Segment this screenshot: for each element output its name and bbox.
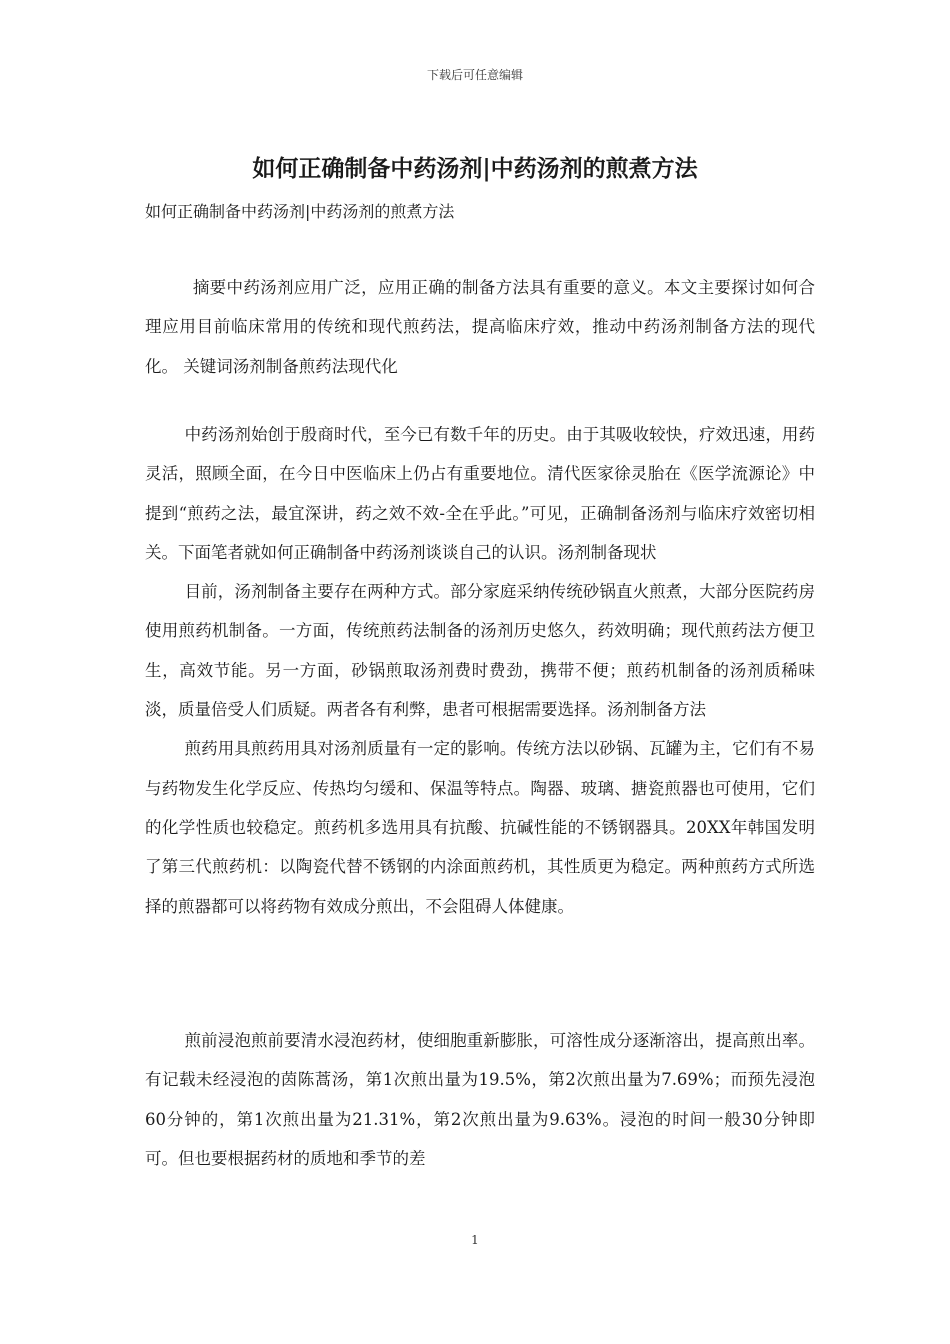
body-section — [145, 415, 815, 926]
document-title: 如何正确制备中药汤剂|中药汤剂的煎煮方法 — [252, 155, 698, 182]
body-paragraph-3: 煎药用具煎药用具对汤剂质量有一定的影响。传统方法以砂锅、瓦罐为主，它们有不易与药物发生化学反应、传热均匀缓和、保温等特点。陶器、玻璃、搪瓷煎器也可使用，它们的化学性质也较稳定。煎药机多选用具有抗酸、抗碱性能的不锈钢器具。20XX年韩国发明了第三代煎药机：以陶瓷代替不锈钢的内涂面煎药机，其性质更为稳定。两种煎药方式所选择的煎器都可以将药物有效成分煎出，不会阻碍人体健康。 — [145, 739, 815, 916]
body-section-continued — [145, 1021, 815, 1178]
abstract-section — [145, 268, 815, 386]
document-subtitle: 如何正确制备中药汤剂|中药汤剂的煎煮方法 — [145, 202, 455, 221]
body-paragraph-1: 中药汤剂始创于殷商时代，至今已有数千年的历史。由于其吸收较快，疗效迅速，用药灵活，照顾全面，在今日中医临床上仍占有重要地位。清代医家徐灵胎在《医学流源论》中提到“煎药之法，最宜深讲，药之效不效-全在乎此。”可见，正确制备汤剂与临床疗效密切相关。下面笔者就如何正确制备中药汤剂谈谈自己的认识。汤剂制备现状 — [145, 425, 815, 562]
header-note: 下载后可任意编辑 — [426, 68, 523, 82]
abstract-paragraph: 摘要中药汤剂应用广泛，应用正确的制备方法具有重要的意义。本文主要探讨如何合理应用目前临床常用的传统和现代煎药法，提高临床疗效，推动中药汤剂制备方法的现代化。 关键词汤剂制备煎药法现代化 — [145, 278, 815, 376]
page-number: 1 — [471, 1233, 479, 1247]
body-paragraph-2: 目前，汤剂制备主要存在两种方式。部分家庭采纳传统砂锅直火煎煮，大部分医院药房使用煎药机制备。一方面，传统煎药法制备的汤剂历史悠久，药效明确；现代煎药法方便卫生，高效节能。另一方面，砂锅煎取汤剂费时费劲，携带不便；煎药机制备的汤剂质稀味淡，质量倍受人们质疑。两者各有利弊，患者可根据需要选择。汤剂制备方法 — [145, 582, 815, 720]
body-paragraph-4: 煎前浸泡煎前要清水浸泡药材，使细胞重新膨胀，可溶性成分逐渐溶出，提高煎出率。有记载未经浸泡的茵陈蒿汤，第1次煎出量为19.5%，第2次煎出量为7.69%；而预先浸泡60分钟的，第1次煎出量为21.31%，第2次煎出量为9.63%。浸泡的时间一般30分钟即可。但也要根据药材的质地和季节的差 — [145, 1031, 815, 1168]
